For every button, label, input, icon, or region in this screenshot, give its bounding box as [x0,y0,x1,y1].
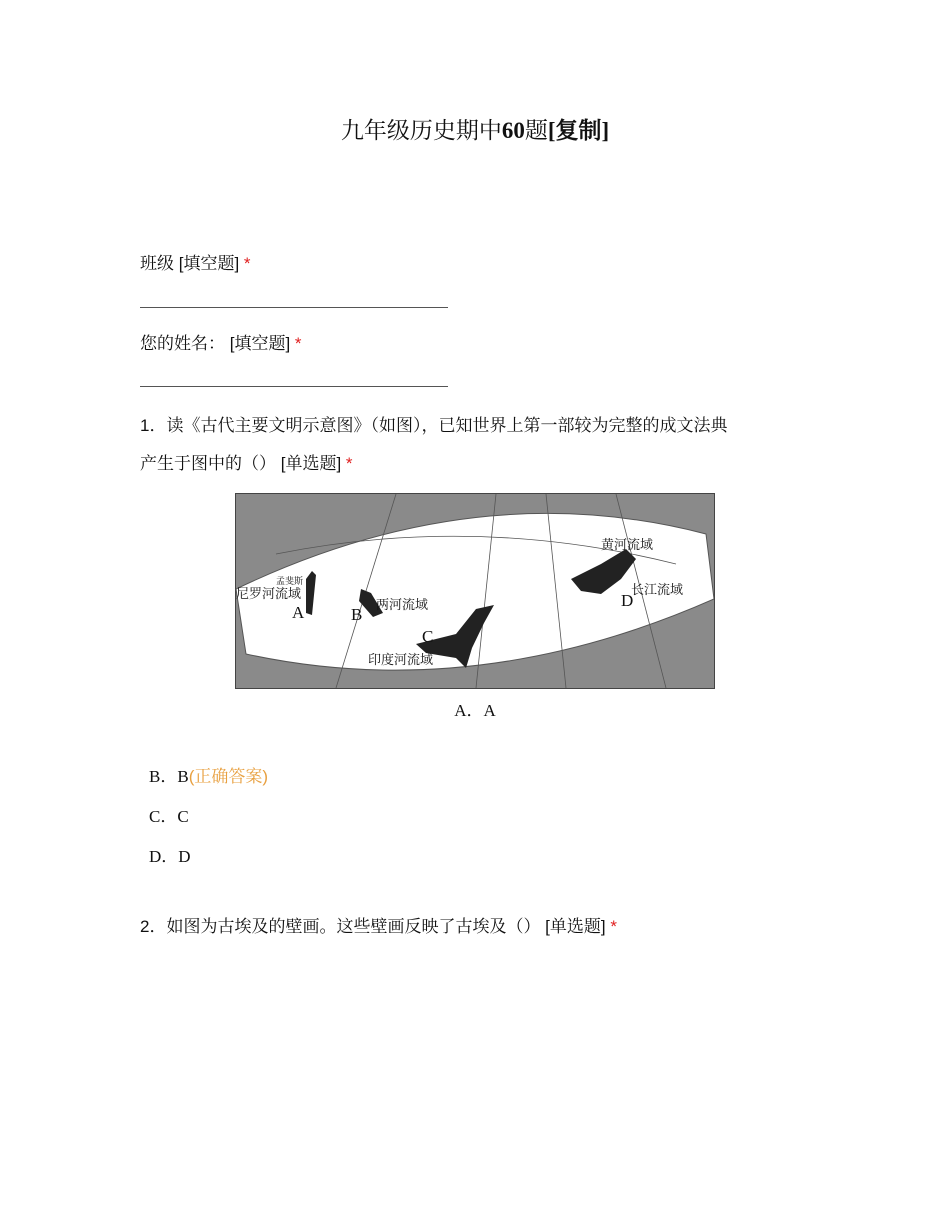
map-marker-c: C [422,627,434,646]
question-1-text: 1．读《古代主要文明示意图》（如图），已知世界上第一部较为完整的成文法典 [140,416,728,435]
map-label-yellow-river: 黄河流域 [601,537,654,552]
page-title: 九年级历史期中60题[复制] [340,118,610,143]
map-label-nile: 尼罗河流域 [236,586,302,601]
map-label-mesopotamia: 两河流域 [376,597,429,612]
option-a[interactable]: A．A [454,701,496,720]
map-label-memphis: 孟斐斯 [276,576,304,586]
option-c[interactable]: C．C [149,807,189,826]
ancient-civilizations-map [235,493,715,689]
map-label-indus: 印度河流域 [368,652,434,667]
map-marker-a: A [292,603,305,622]
question-2: 2．如图为古埃及的壁画。这些壁画反映了古埃及（） [单选题] * [140,917,617,936]
question-1: 1．读《古代主要文明示意图》（如图），已知世界上第一部较为完整的成文法典 产生于图中的（） [单选题] * [140,407,727,483]
option-b[interactable]: B．B(正确答案) [149,767,269,786]
correct-answer-note: (正确答案) [188,767,269,786]
name-field-label: 您的姓名： [填空题] * [140,334,302,353]
class-field-label: 班级 [填空题] * [140,254,251,273]
question-1-text-2: 产生于图中的（） [单选题] [140,454,342,473]
map-label-yangtze: 长江流域 [631,582,684,597]
name-input[interactable] [140,386,448,387]
class-input[interactable] [140,307,448,308]
map-marker-b: B [351,605,363,624]
map-marker-d: D [621,591,634,610]
option-d[interactable]: D．D [149,847,191,866]
